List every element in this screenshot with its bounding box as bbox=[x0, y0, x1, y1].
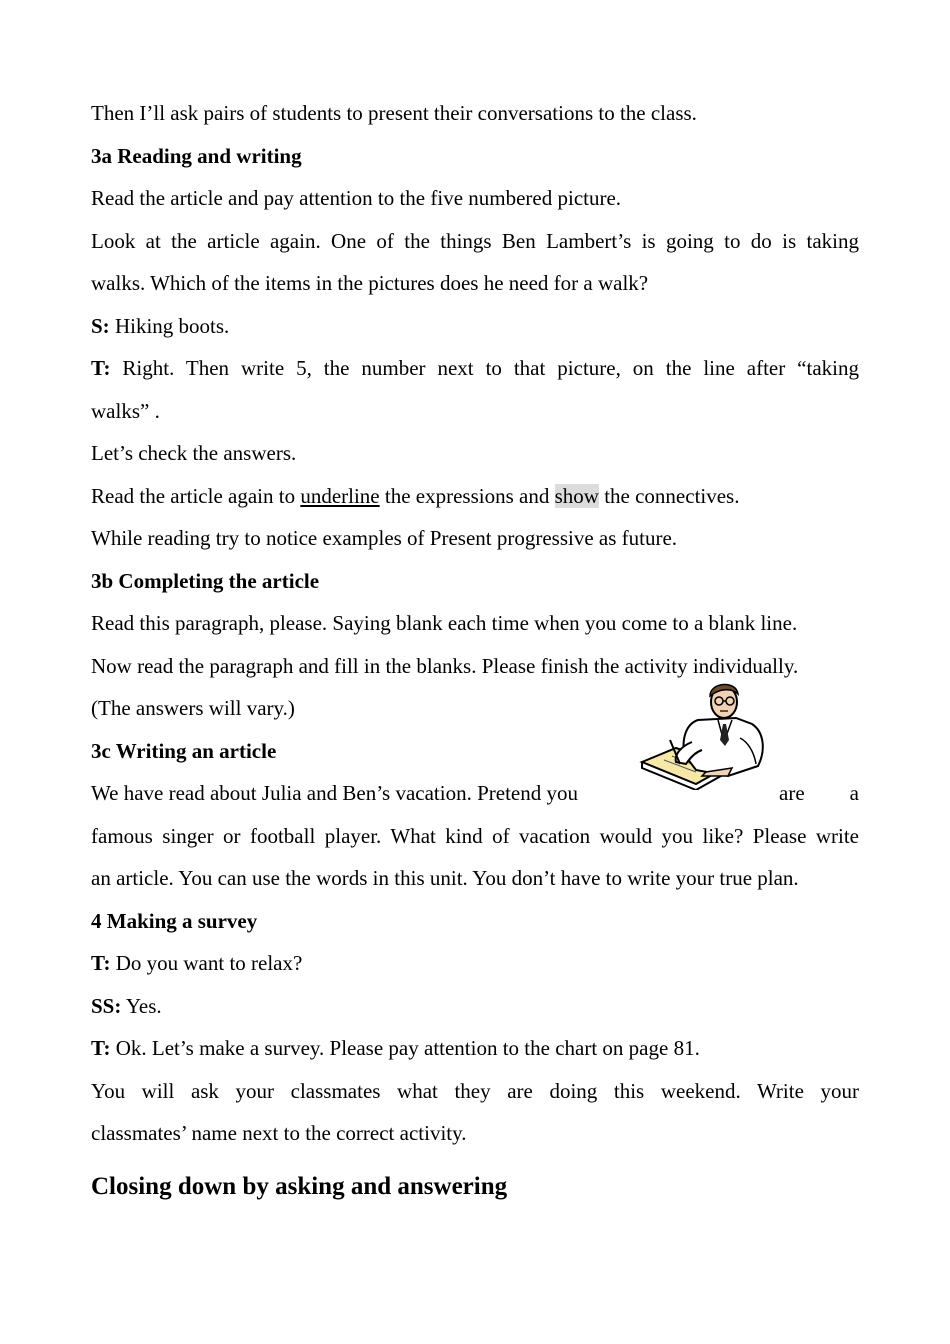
paragraph: classmates’ name next to the correct activity. bbox=[91, 1121, 467, 1145]
teacher-writing-clipart-icon bbox=[636, 680, 770, 790]
text-run: We have read about Julia and Ben’s vacation. Pretend you bbox=[91, 781, 578, 805]
paragraph: (The answers will vary.) bbox=[91, 696, 295, 720]
speaker-label: T: bbox=[91, 356, 111, 380]
paragraph-with-figure bbox=[91, 772, 859, 815]
paragraph: While reading try to notice examples of Present progressive as future. bbox=[91, 526, 678, 550]
text-run: are bbox=[779, 781, 805, 805]
dialogue-text: Do you want to relax? bbox=[110, 951, 303, 975]
dialogue-text: Ok. Let’s make a survey. Please pay attention to the chart on page 81. bbox=[110, 1036, 700, 1060]
dialogue-line bbox=[91, 1027, 859, 1070]
speaker-label: SS: bbox=[91, 993, 122, 1018]
highlighted-word: show bbox=[554, 483, 599, 508]
section-heading-3a: 3a Reading and writing bbox=[91, 143, 302, 168]
dialogue-text: Right. Then write 5, the number next to that picture, on the line after “taking bbox=[110, 356, 859, 380]
speaker-label: T: bbox=[91, 1036, 111, 1060]
section-heading-3c: 3c Writing an article bbox=[91, 738, 277, 763]
paragraph: You will ask your classmates what they are doing this weekend. Write your bbox=[91, 1078, 859, 1103]
lesson-text bbox=[91, 92, 859, 1232]
text-run-group bbox=[779, 772, 859, 815]
paragraph: Read this paragraph, please. Saying blank each time when you come to a blank line. bbox=[91, 611, 798, 635]
paragraph: famous singer or football player. What kind of vacation would you like? Please write bbox=[91, 823, 859, 848]
closing-heading: Closing down by asking and answering bbox=[91, 1172, 508, 1200]
paragraph: Then I’ll ask pairs of students to present their conversations to the class. bbox=[91, 101, 697, 125]
paragraph: Let’s check the answers. bbox=[91, 441, 297, 465]
paragraph bbox=[91, 475, 859, 518]
paragraph: walks” . bbox=[91, 398, 160, 423]
text-run: the expressions and bbox=[379, 483, 555, 508]
dialogue-text: Yes. bbox=[121, 993, 162, 1018]
dialogue-line bbox=[91, 942, 859, 985]
speaker-label: T: bbox=[91, 951, 111, 975]
dialogue-line bbox=[91, 985, 859, 1028]
text-run: a bbox=[849, 781, 859, 805]
underlined-word: underline bbox=[300, 483, 380, 508]
dialogue-line bbox=[91, 347, 859, 390]
section-heading-3b: 3b Completing the article bbox=[91, 568, 320, 593]
paragraph: Now read the paragraph and fill in the blanks. Please finish the activity individually. bbox=[91, 653, 799, 678]
text-run: the connectives. bbox=[598, 483, 740, 508]
dialogue-line bbox=[91, 305, 859, 348]
section-heading-4: 4 Making a survey bbox=[91, 908, 258, 933]
text-run: Read the article again to bbox=[91, 483, 301, 508]
paragraph: Read the article and pay attention to the five numbered picture. bbox=[91, 186, 622, 210]
speaker-label: S: bbox=[91, 313, 110, 338]
dialogue-text: Hiking boots. bbox=[109, 313, 230, 338]
paragraph: walks. Which of the items in the pictures does he need for a walk? bbox=[91, 271, 649, 295]
paragraph: Look at the article again. One of the things Ben Lambert’s is going to do is taking bbox=[91, 228, 859, 253]
paragraph: an article. You can use the words in this unit. You don’t have to write your true plan. bbox=[91, 866, 799, 890]
